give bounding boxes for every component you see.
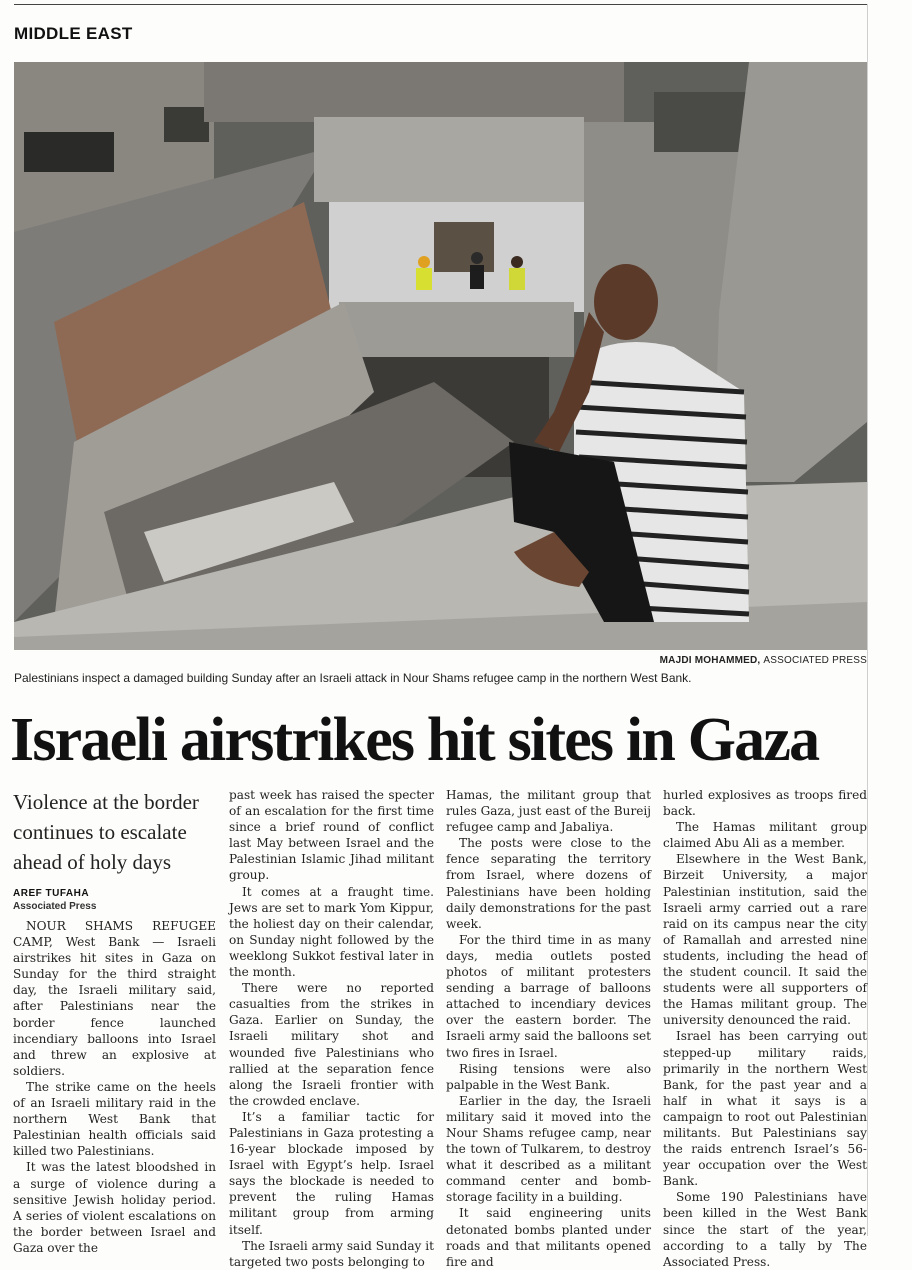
article-column-3 (446, 787, 651, 1270)
paragraph: Hamas, the militant group that rules Gaza, just east of the Bureij refugee camp and Jabaliya. (446, 788, 651, 835)
news-photo (14, 62, 867, 650)
byline-affiliation: Associated Press (13, 901, 97, 912)
paragraph: past week has raised the specter of an escalation for the first time since a brief round of conflict last May between Israel and the Palestinian Islamic Jihad militant group. (229, 788, 434, 883)
paragraph: The Israeli army said Sunday it targeted two posts belonging to (229, 1238, 434, 1269)
photographer-name: MAJDI MOHAMMED, (659, 655, 761, 666)
paragraph: Some 190 Palestinians have been killed in the West Bank since the start of the year, according to a tally by The Associated Press. (663, 1190, 867, 1269)
byline: AREF TUFAHA (13, 888, 90, 899)
paragraph: The strike came on the heels of an Israeli military raid in the northern West Bank that Palestinian health officials said killed two Palestinians. (13, 1079, 216, 1159)
paragraph: For the third time in as many days, media outlets posted photos of militant protesters sending a barrage of balloons attached to incendiary devices over the eastern border. The Israeli army said the balloons set two fires in Israel. (446, 932, 651, 1060)
headline: Israeli airstrikes hit sites in Gaza (10, 706, 819, 774)
article-column-4 (663, 787, 867, 1270)
article-column-2 (229, 787, 434, 1270)
top-rule (14, 4, 868, 5)
page-edge-rule (867, 4, 868, 1236)
paragraph: It’s a familiar tactic for Palestinians in Gaza protesting a 16-year blockade imposed by Israel with Egypt’s help. Israel says the blockade is needed to prevent the ruling Hamas militant group from arming itself. (229, 1109, 434, 1237)
paragraph: Elsewhere in the West Bank, Birzeit University, a major Palestinian institution, said the Israeli army carried out a rare raid on its campus near the city of Ramallah and arrested nine students, including the head of the student council. It said the students were all supporters of the Hamas militant group. The university denounced the raid. (663, 852, 867, 1028)
paragraph: There were no reported casualties from the strikes in Gaza. Earlier on Sunday, the Israeli military shot and wounded five Palestinians who rallied at the separation fence along the Israeli frontier with the crowded enclave. (229, 981, 434, 1108)
paragraph: Israel has been carrying out stepped-up military raids, primarily in the northern West Bank, for the past year and a half in what it says is a campaign to root out Palestinian militants. But Palestinians say the raids entrench Israel’s 56-year occupation over the West Bank. (663, 1029, 867, 1189)
photo-caption: Palestinians inspect a damaged building Sunday after an Israeli attack in Nour Shams refugee camp in the northern West Bank. (14, 671, 692, 685)
section-label: MIDDLE EAST (14, 24, 133, 43)
paragraph: It comes at a fraught time. Jews are set to mark Yom Kippur, the holiest day on their calendar, on Sunday night followed by the weeklong Sukkot festival later in the month. (229, 884, 434, 980)
photo-agency: ASSOCIATED PRESS (763, 655, 867, 666)
deck: Violence at the border continues to escalate ahead of holy days (13, 790, 199, 874)
paragraph: hurled explosives as troops fired back. (663, 788, 867, 819)
paragraph: Earlier in the day, the Israeli military said it moved into the Nour Shams refugee camp, near the town of Tulkarem, to destroy what it described as a militant command center and bomb-storage facility in a building. (446, 1093, 651, 1205)
paragraph: The Hamas militant group claimed Abu Ali as a member. (663, 820, 867, 851)
article-column-1 (13, 787, 216, 1256)
paragraph: NOUR SHAMS REFUGEE CAMP, West Bank — Israeli airstrikes hit sites in Gaza on Sunday for the third straight day, the Israeli military said, after Palestinians near the border fence launched incendiary balloons into Israel and threw an explosive at soldiers. (13, 919, 216, 1078)
paragraph: The posts were close to the fence separating the territory from Israel, where dozens of Palestinians have been holding daily demonstrations for the past week. (446, 836, 651, 931)
paragraph: Rising tensions were also palpable in the West Bank. (446, 1061, 651, 1092)
paragraph: It was the latest bloodshed in a surge of violence during a sensitive Jewish holiday period. A series of violent escalations on the border between Israel and Gaza over the (13, 1160, 216, 1255)
paragraph: It said engineering units detonated bombs planted under roads and that militants opened fire and (446, 1206, 651, 1269)
photo-credit (660, 655, 867, 666)
